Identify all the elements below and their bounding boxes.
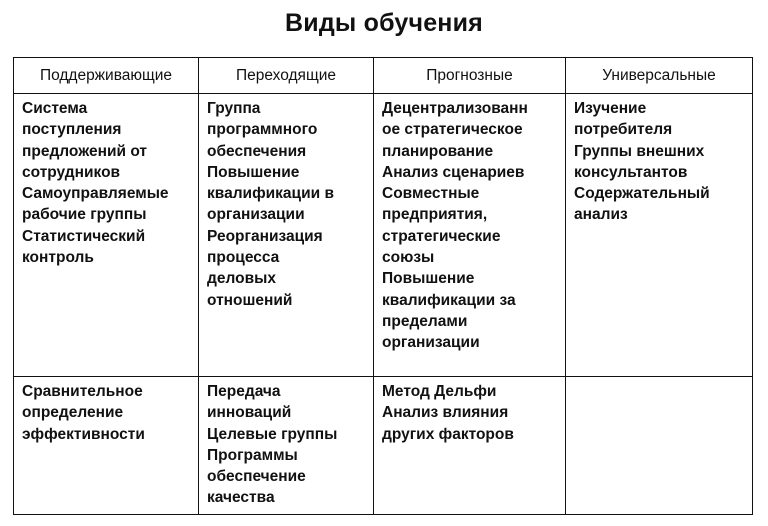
table-row xyxy=(14,94,753,377)
cell-line: Статистический xyxy=(22,227,146,245)
cell-line: Группы внешних xyxy=(574,142,705,160)
cell-line: Самоуправляемые xyxy=(22,185,169,203)
header-transitional: Переходящие xyxy=(199,58,374,94)
cell-line: Изучение xyxy=(574,100,647,117)
cell-line: эффективности xyxy=(22,425,145,443)
table-cell xyxy=(14,377,199,515)
cell-line: Децентрализованн xyxy=(382,100,528,117)
cell-line: ое стратегическое xyxy=(382,121,523,139)
cell-line: Группа xyxy=(207,100,261,117)
training-types-table xyxy=(13,57,753,515)
table-cell xyxy=(374,377,566,515)
cell-line: рабочие группы xyxy=(22,206,147,224)
cell-line: обеспечение xyxy=(207,468,306,486)
cell-line: Система xyxy=(22,100,88,117)
cell-line: пределами xyxy=(382,312,468,330)
cell-line: Анализ влияния xyxy=(382,404,509,422)
cell-lines xyxy=(14,377,198,445)
cell-line: определение xyxy=(22,404,124,422)
cell-line: консультантов xyxy=(574,163,688,181)
table-row xyxy=(14,377,753,515)
cell-line: других факторов xyxy=(382,425,514,443)
cell-lines xyxy=(566,377,752,381)
cell-line: поступления xyxy=(22,121,122,139)
cell-lines xyxy=(199,94,373,311)
header-supporting: Поддерживающие xyxy=(14,58,199,94)
cell-line: Целевые группы xyxy=(207,425,338,443)
cell-line: Содержательный xyxy=(574,185,710,203)
table-cell xyxy=(199,94,374,377)
cell-line: Повышение xyxy=(207,163,300,181)
cell-lines xyxy=(566,94,752,226)
table-header-row xyxy=(14,58,753,94)
cell-line: союзы xyxy=(382,249,435,267)
cell-lines xyxy=(14,94,198,268)
header-universal: Универсальные xyxy=(566,58,753,94)
cell-line: предприятия, xyxy=(382,206,488,224)
cell-line: процесса xyxy=(207,249,280,267)
cell-line: программного xyxy=(207,121,318,139)
table-cell xyxy=(374,94,566,377)
cell-line: отношений xyxy=(207,291,293,309)
page-title: Виды обучения xyxy=(285,9,483,37)
cell-line: квалификации за xyxy=(382,291,516,309)
cell-line: квалификации в xyxy=(207,185,334,203)
table-cell xyxy=(199,377,374,515)
cell-lines xyxy=(199,377,373,509)
table-cell xyxy=(566,377,753,515)
cell-line: планирование xyxy=(382,142,494,160)
table-cell xyxy=(566,94,753,377)
cell-line: деловых xyxy=(207,270,276,288)
cell-line: обеспечения xyxy=(207,142,307,160)
cell-line: потребителя xyxy=(574,121,673,139)
cell-line: организации xyxy=(382,334,480,352)
cell-line: Совместные xyxy=(382,185,480,203)
cell-line: контроль xyxy=(22,249,94,267)
cell-line: сотрудников xyxy=(22,163,121,181)
header-predictive: Прогнозные xyxy=(374,58,566,94)
cell-line: качества xyxy=(207,489,275,507)
cell-line: стратегические xyxy=(382,227,501,245)
cell-line: Метод Дельфи xyxy=(382,383,497,400)
cell-line: организации xyxy=(207,206,305,224)
cell-lines xyxy=(374,94,565,354)
cell-line: инноваций xyxy=(207,404,292,422)
table-cell xyxy=(14,94,199,377)
cell-line: Сравнительное xyxy=(22,383,143,400)
cell-line: Повышение xyxy=(382,270,475,288)
cell-lines xyxy=(374,377,565,445)
cell-line: предложений от xyxy=(22,142,147,160)
cell-line: Программы xyxy=(207,446,298,464)
cell-line: анализ xyxy=(574,206,628,224)
cell-line: Анализ сценариев xyxy=(382,163,525,181)
cell-line: Реорганизация xyxy=(207,227,323,245)
cell-line: Передача xyxy=(207,383,281,400)
